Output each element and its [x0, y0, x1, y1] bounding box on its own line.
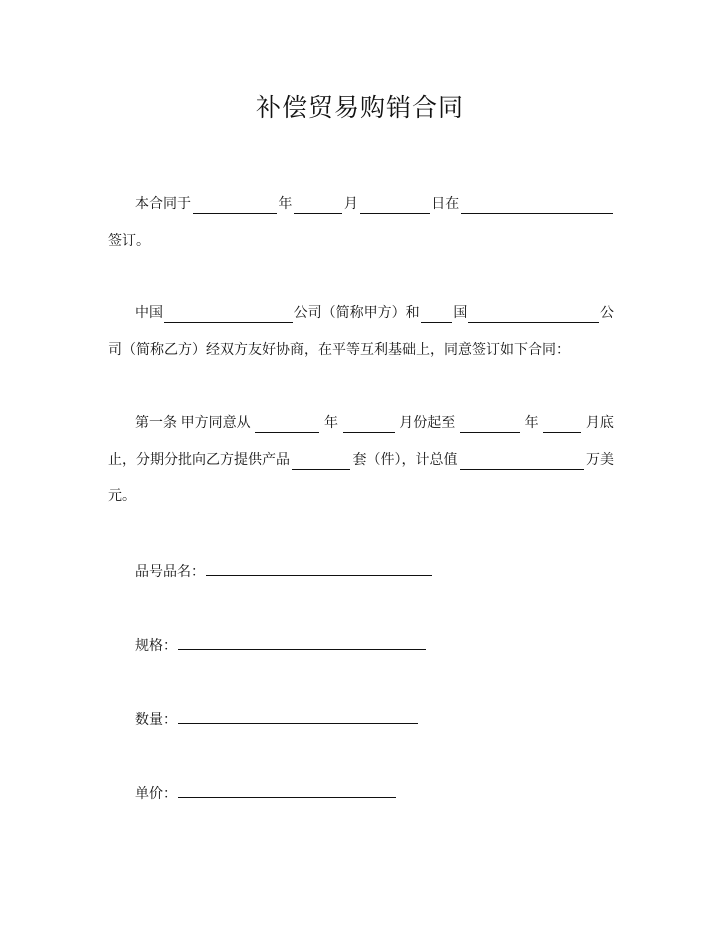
para3-line3: 元。	[108, 488, 136, 504]
blank-start-year[interactable]	[255, 417, 319, 433]
blank-country[interactable]	[421, 307, 453, 323]
field-model	[135, 560, 614, 582]
para1-line2: 签订。	[108, 233, 150, 249]
blank-end-month[interactable]	[543, 417, 581, 433]
para2-line1	[135, 303, 614, 323]
blank-spec[interactable]	[178, 634, 426, 650]
field-label: 单价：	[135, 786, 177, 802]
text: 月	[343, 196, 358, 212]
blank-place[interactable]	[461, 198, 613, 214]
blank-model[interactable]	[206, 560, 432, 576]
text: 月底	[585, 415, 614, 431]
text: 止，分期分批向乙方提供产品	[108, 452, 290, 468]
text: 公	[600, 305, 614, 321]
field-label: 规格：	[135, 638, 177, 654]
field-label: 品号品名：	[135, 564, 205, 580]
text: 套（件），计总值	[352, 452, 458, 468]
para1-line1	[135, 194, 614, 214]
para3-line2	[108, 450, 614, 470]
blank-end-year[interactable]	[460, 417, 520, 433]
blank-total-value[interactable]	[460, 454, 584, 470]
blank-day[interactable]	[360, 198, 430, 214]
text: 中国	[135, 305, 163, 321]
text: 年	[323, 415, 338, 431]
text: 万美	[586, 452, 614, 468]
text: 公司（简称甲方）和	[293, 305, 420, 321]
text: 国	[453, 305, 468, 321]
document-title: 补偿贸易购销合同	[255, 93, 464, 122]
article-label: 第一条	[135, 415, 177, 431]
blank-product-qty[interactable]	[292, 454, 350, 470]
blank-start-month[interactable]	[343, 417, 395, 433]
text: 月份起至	[399, 415, 456, 431]
blank-party-a[interactable]	[164, 307, 293, 323]
text: 日在	[431, 196, 460, 212]
blank-month[interactable]	[294, 198, 342, 214]
text: 本合同于	[135, 196, 191, 212]
text: 甲方同意从	[180, 415, 251, 431]
text: 年	[278, 196, 293, 212]
field-spec	[135, 634, 614, 656]
field-quantity	[135, 708, 614, 730]
blank-quantity[interactable]	[178, 708, 418, 724]
blank-year[interactable]	[193, 198, 277, 214]
text: 年	[524, 415, 539, 431]
blank-price[interactable]	[178, 782, 396, 798]
field-label: 数量：	[135, 712, 177, 728]
para3-line1	[135, 413, 614, 433]
para2-line2: 司（简称乙方）经双方友好协商，在平等互利基础上，同意签订如下合同：	[108, 342, 570, 358]
blank-party-b[interactable]	[468, 307, 599, 323]
field-price	[135, 782, 614, 804]
